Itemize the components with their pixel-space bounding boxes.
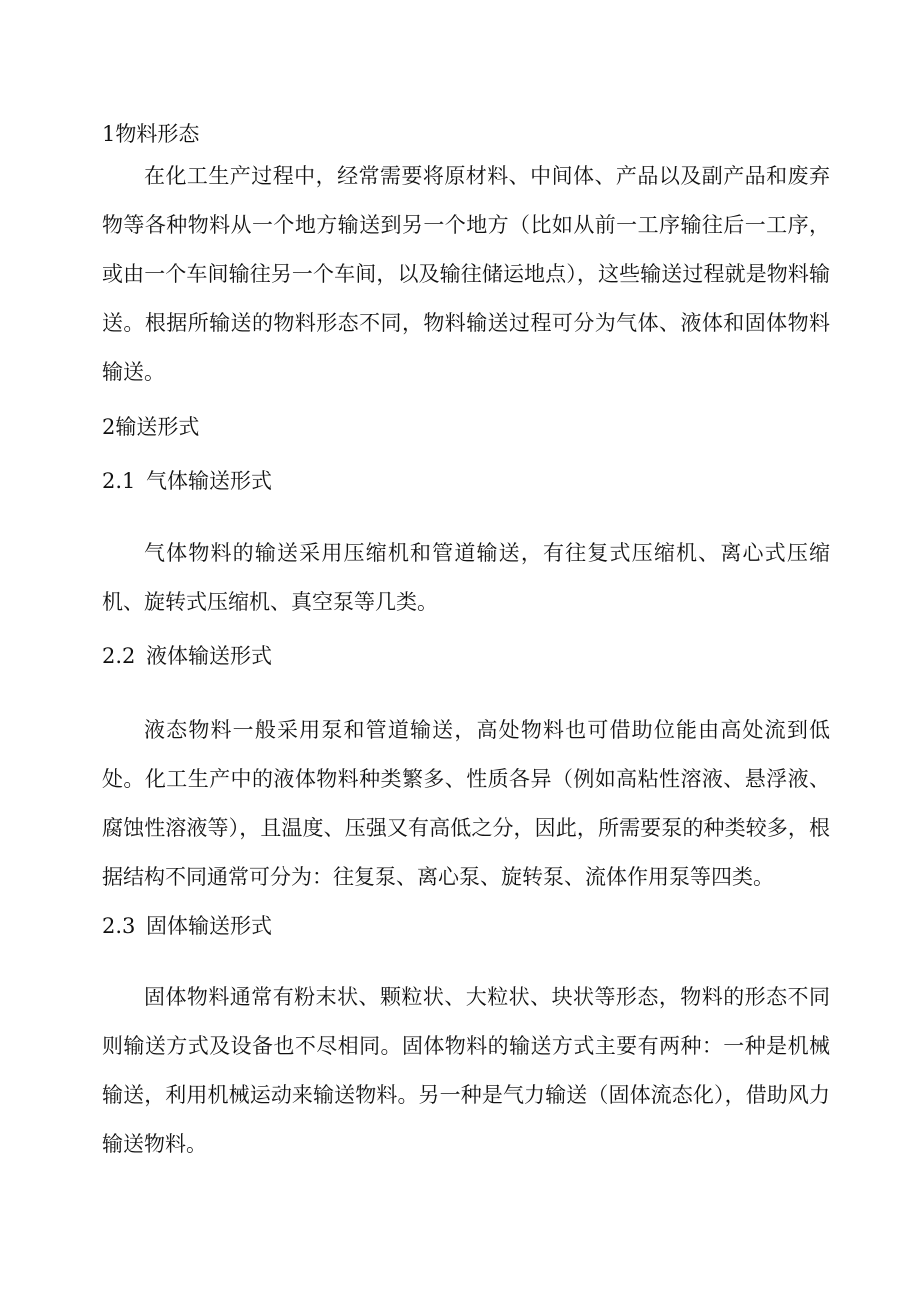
section-number: 2.2	[102, 644, 136, 668]
section-number: 1	[102, 122, 116, 146]
section-title: 气体输送形式	[146, 469, 272, 493]
section-2-3-paragraph: 固体物料通常有粉末状、颗粒状、大粒状、块状等形态，物料的形态不同则输送方式及设备也不尽相同。固体物料的输送方式主要有两种：一种是机械输送，利用机械运动来输送物料。另一种是气力输送（固体流态化），借助风力输送物料。	[102, 985, 830, 1156]
section-2-1-heading	[102, 467, 830, 495]
section-title: 固体输送形式	[146, 914, 272, 938]
section-title: 物料形态	[115, 122, 200, 146]
section-2-3-heading	[102, 912, 830, 940]
section-1-paragraph: 在化工生产过程中，经常需要将原材料、中间体、产品以及副产品和废弃物等各种物料从一个地方输送到另一个地方（比如从前一工序输往后一工序，或由一个车间输往另一个车间，以及输往储运地点），这些输送过程就是物料输送。根据所输送的物料形态不同，物料输送过程可分为气体、液体和固体物料输送。	[102, 164, 830, 384]
section-number: 2	[102, 415, 116, 439]
section-2-heading	[102, 413, 830, 441]
section-1-heading	[102, 120, 830, 148]
section-number: 2.3	[102, 914, 136, 938]
section-2-2-heading	[102, 642, 830, 670]
section-2-1-paragraph: 气体物料的输送采用压缩机和管道输送，有往复式压缩机、离心式压缩机、旋转式压缩机、真空泵等几类。	[102, 541, 830, 614]
section-2-2-paragraph: 液态物料一般采用泵和管道输送，高处物料也可借助位能由高处流到低处。化工生产中的液体物料种类繁多、性质各异（例如高粘性溶液、悬浮液、腐蚀性溶液等），且温度、压强又有高低之分，因此，所需要泵的种类较多，根据结构不同通常可分为：往复泵、离心泵、旋转泵、流体作用泵等四类。	[102, 718, 830, 889]
section-title: 输送形式	[115, 415, 200, 439]
section-number: 2.1	[102, 469, 136, 493]
section-title: 液体输送形式	[146, 644, 272, 668]
